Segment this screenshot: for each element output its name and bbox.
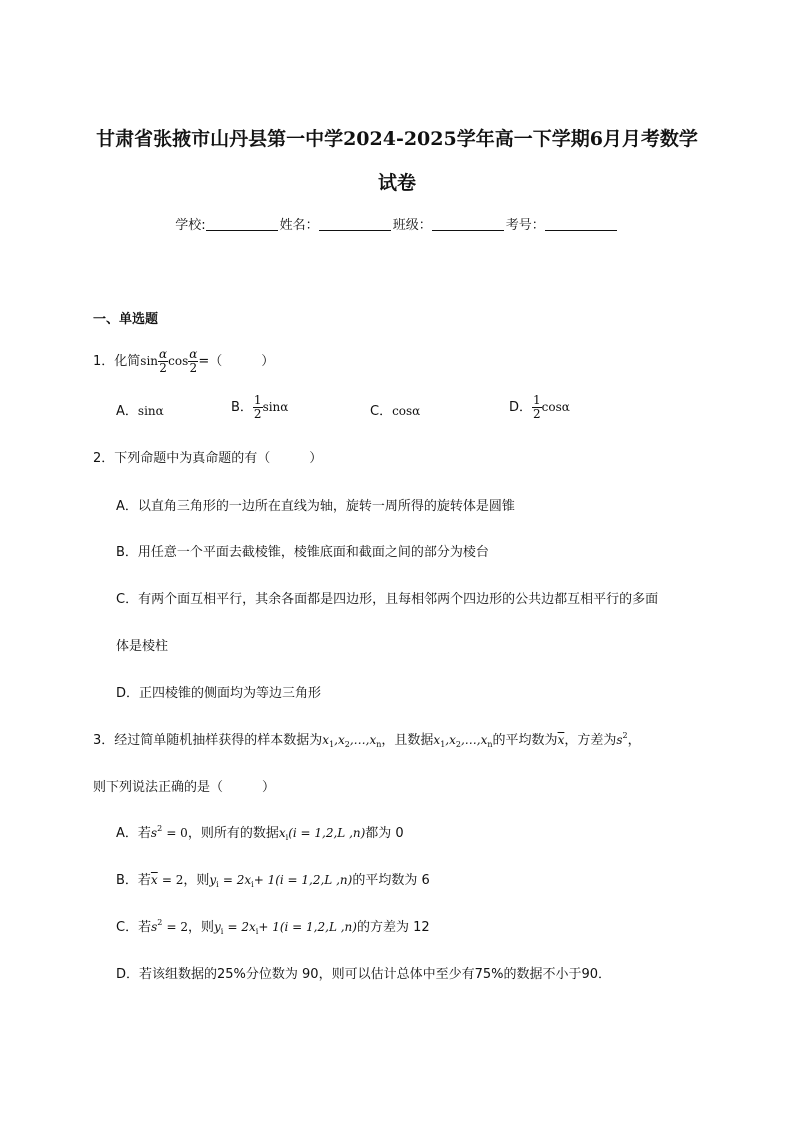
document-title-line2: 试卷 bbox=[377, 172, 416, 194]
question-2-stem: 2．下列命题中为真命题的有（ ） bbox=[93, 451, 323, 466]
q1-option-a[interactable]: A．sinα bbox=[116, 404, 164, 419]
q1-option-d[interactable]: D． $\frac{1}{2}$ cosα bbox=[509, 393, 570, 421]
q3-sample-seq-2: $x_1,x_2,\dots,x_n$ bbox=[433, 733, 493, 749]
question-3-stem-line1: 3．经过简单随机抽样获得的样本数据为$x_1,x_2,\dots,x_n$，且数据$x_1,x_2,\dots,x_n$的平均数为$\overline{x}$，方差为$s^2$， bbox=[93, 731, 641, 749]
q1-sin: sin bbox=[140, 354, 159, 368]
name-blank[interactable] bbox=[319, 218, 391, 231]
q2-option-b[interactable]: B．用任意一个平面去截棱锥，棱锥底面和截面之间的部分为棱台 bbox=[116, 545, 489, 560]
student-info-line bbox=[0, 214, 794, 233]
q1-option-b[interactable]: B． $\frac{1}{2}$ sinα bbox=[231, 393, 289, 421]
q1-fraction-alpha-half-1: $\frac{\alpha}{2}$ bbox=[159, 347, 168, 375]
q1-prefix: 1．化简 bbox=[93, 354, 141, 369]
q3-option-b[interactable]: B．若$\overline{x} = 2$，则$y_i = 2x_i+ 1(i = 1,2,L$ ,n)的平均数为 6 bbox=[116, 873, 430, 889]
question-3-stem-line2: 则下列说法正确的是（ ） bbox=[93, 780, 276, 795]
q3-option-c[interactable]: C．若$s^2 = 2$，则$y_i = 2x_i+ 1(i = 1,2,L$ ,n)的方差为 12 bbox=[116, 918, 430, 936]
name-label: 姓名： bbox=[279, 218, 319, 233]
q2-option-a[interactable]: A．以直角三角形的一边所在直线为轴，旋转一周所得的旋转体是圆锥 bbox=[116, 499, 515, 514]
q3-sample-seq-1: $x_1,x_2,\dots,x_n$ bbox=[322, 733, 382, 749]
number-blank[interactable] bbox=[545, 218, 617, 231]
school-label: 学校: bbox=[175, 218, 206, 233]
document-title-line1: 甘肃省张掖市山丹县第一中学2024-2025学年高一下学期6月月考数学 bbox=[96, 128, 698, 150]
q1-option-c[interactable]: C．cosα bbox=[370, 404, 421, 419]
class-blank[interactable] bbox=[432, 218, 504, 231]
q3-option-d[interactable]: D．若该组数据的25%分位数为 90，则可以估计总体中至少有75%的数据不小于90． bbox=[116, 967, 612, 982]
number-label: 考号： bbox=[505, 218, 545, 233]
q1-suffix: =（ ） bbox=[198, 354, 275, 369]
q2-option-d[interactable]: D．正四棱锥的侧面均为等边三角形 bbox=[116, 686, 322, 701]
q3-mean-symbol: $\overline{x}$ bbox=[557, 733, 565, 747]
q3-option-a[interactable]: A．若$s^2 = 0$，则所有的数据$x_i(i = 1,2,L$ ,n)都为 0 bbox=[116, 824, 404, 842]
q2-option-c-line1[interactable]: C．有两个面互相平行，其余各面都是四边形，且每相邻两个四边形的公共边都互相平行的多面 bbox=[116, 592, 659, 607]
q1-cos: cos bbox=[168, 354, 189, 368]
school-blank[interactable] bbox=[206, 218, 278, 231]
q1-fraction-alpha-half-2: $\frac{\alpha}{2}$ bbox=[189, 347, 198, 375]
class-label: 班级： bbox=[392, 218, 432, 233]
q3-variance-symbol: $s^2$ bbox=[616, 731, 628, 747]
q2-option-c-line2[interactable]: 体是棱柱 bbox=[116, 639, 169, 654]
section-heading: 一、单选题 bbox=[93, 312, 159, 327]
question-1-options bbox=[116, 394, 716, 430]
question-1-stem bbox=[93, 348, 274, 375]
